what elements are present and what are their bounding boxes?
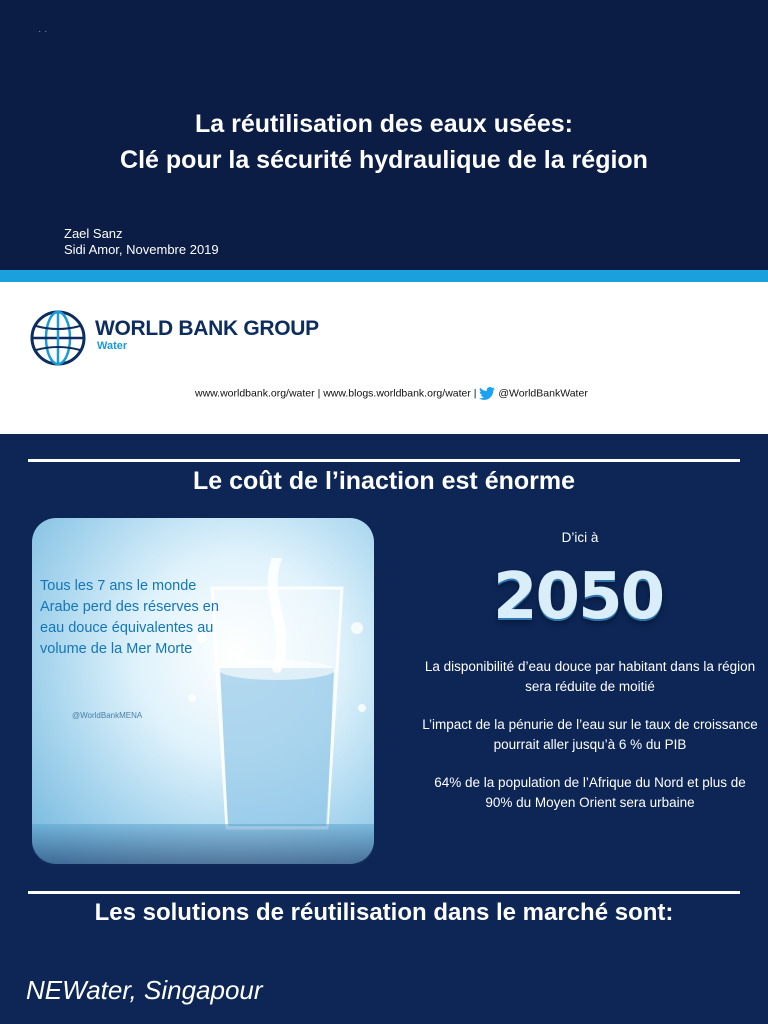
- twitter-bird-icon: [479, 387, 495, 400]
- water-glass-image: [32, 518, 374, 864]
- brand-name: WORLD BANK GROUP: [95, 317, 319, 340]
- fact-gdp-impact: L’impact de la pénurie de l’eau sur le taux de croissance pourrait aller jusqu’à 6 % du PIB: [422, 717, 758, 752]
- presentation-title: [0, 106, 768, 178]
- brand-footer: [0, 282, 768, 434]
- title-line-2: Clé pour la sécurité hydraulique de la région: [120, 146, 648, 174]
- link-separator: |: [317, 387, 321, 400]
- place-date: Sidi Amor, Novembre 2019: [64, 242, 219, 257]
- link-worldbank-water[interactable]: www.worldbank.org/water: [195, 387, 315, 400]
- footer-links: [195, 387, 588, 400]
- heading-rule: [28, 891, 740, 894]
- mena-handle: @WorldBankMENA: [72, 711, 143, 720]
- fact-water-availability: La disponibilité d’eau douce par habitant dans la région sera réduite de moitié: [424, 659, 756, 694]
- by-label: D’ici à: [561, 530, 599, 545]
- solutions-heading: Les solutions de réutilisation dans le marché sont:: [94, 899, 674, 926]
- author-name: Zael Sanz: [64, 226, 123, 241]
- image-reflection: [32, 824, 374, 866]
- title-slide: [0, 0, 768, 272]
- brand-subtitle: Water: [97, 340, 128, 352]
- year-2050: 2050: [493, 560, 664, 634]
- link-separator: |: [473, 387, 477, 400]
- solution-newater: NEWater, Singapour: [26, 975, 263, 1005]
- title-line-1: La réutilisation des eaux usées:: [195, 110, 573, 138]
- heading-rule: [28, 459, 740, 462]
- slide-marker: · ·: [38, 26, 48, 37]
- twitter-handle[interactable]: @WorldBankWater: [498, 387, 588, 400]
- accent-bar: [0, 270, 768, 282]
- link-blogs-water[interactable]: www.blogs.worldbank.org/water: [323, 387, 471, 400]
- water-loss-caption: Tous les 7 ans le monde Arabe perd des réserves en eau douce équivalentes au volume de la Mer Morte: [40, 578, 219, 657]
- slide-heading: Le coût de l’inaction est énorme: [192, 467, 576, 495]
- author-block: [64, 226, 219, 258]
- globe-logo-icon: [30, 310, 86, 366]
- fact-urbanization: 64% de la population de l’Afrique du Nord et plus de 90% du Moyen Orient sera urbaine: [434, 775, 746, 810]
